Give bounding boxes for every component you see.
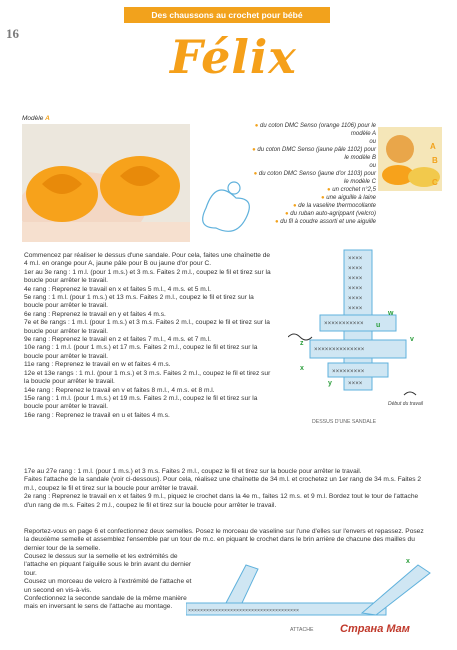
section-banner: Des chaussons au crochet pour bébé — [124, 7, 330, 23]
diagram-letter-u: u — [376, 322, 381, 329]
svg-text:××××××××××××××××××××××××××××××: ××××××××××××××××××××××××××××××××××××× — [188, 608, 300, 614]
instruction-row: 16e rang : Reprenez le travail en u et faites 4 m.s. — [24, 411, 170, 419]
model-label-prefix: Modèle — [22, 115, 44, 122]
booties-photo — [22, 124, 190, 242]
thumb-letter-a: A — [430, 142, 436, 151]
instruction-row: 10e rang : 1 m.l. (pour 1 m.s.) et 17 m.s. Faites 2 m.l., coupez le fil et tirez sur la boucle pour arrêter le travail. — [24, 344, 258, 360]
material-item: ou — [369, 163, 376, 169]
assembly-block — [24, 528, 424, 553]
svg-text:××××: ×××× — [348, 275, 363, 282]
materials-list — [250, 122, 376, 226]
page-number: 16 — [6, 26, 19, 41]
final-steps-block — [24, 553, 194, 612]
instruction-row: Cousez le dessus sur la semelle et les extrémités de l'attache en piquant l'aiguille sous le brin avant du dernier tour. — [24, 553, 192, 577]
instruction-row: 14e rang : Reprenez le travail en v et faites 8 m.l., 4 m.s. et 8 m.l. — [24, 386, 215, 394]
svg-text:××××: ×××× — [348, 265, 363, 272]
instruction-row: Cousez un morceau de velcro à l'extrémité de l'attache et un second en vis-à-vis. — [24, 578, 192, 594]
instruction-row: 17e au 27e rang : 1 m.l. (pour 1 m.s.) et 3 m.s. Faites 2 m.l., coupez le fil et tirez sur la boucle pour arrêter le travail. — [24, 468, 362, 475]
strap-letter-x: x — [406, 558, 410, 565]
instruction-row: 15e rang : 1 m.l. (pour 1 m.s.) et 19 m.s. Faites 2 m.l., coupez le fil et tirez sur la boucle pour arrêter le travail. — [24, 394, 258, 411]
material-item: ● un crochet n°2,5 — [326, 187, 376, 193]
diagram-letter-v: v — [410, 336, 414, 343]
instructions-block — [24, 252, 274, 420]
diagram-letter-w: w — [388, 310, 394, 317]
material-item: ● du coton DMC Senso (orange 1106) pour le modèle A — [254, 123, 376, 137]
material-item: ● du coton DMC Senso (jaune d'or 1103) pour le modèle C — [253, 171, 376, 185]
strap-caption: ATTACHE — [290, 627, 314, 633]
model-label-letter: A — [45, 115, 50, 122]
diagram-letter-x: x — [300, 365, 304, 372]
svg-text:××××: ×××× — [348, 285, 363, 292]
instruction-row: Faites l'attache de la sandale (voir ci-dessous). Pour cela, réalisez une chaînette de 34 m.l. et crochetez un 1er rang de 34 m.s. Faites 2 m.l., coupez le fil et tirez sur la boucle pour arrêter le travail. — [24, 476, 422, 492]
finishing-block — [24, 468, 424, 510]
instruction-row: 12e et 13e rangs : 1 m.l. (pour 1 m.s.) et 3 m.s. Faites 2 m.l., coupez le fil et tirez sur la boucle pour arrêter le travail. — [24, 369, 271, 386]
material-item: ou — [369, 139, 376, 145]
svg-text:×××××××××××: ××××××××××× — [324, 320, 364, 327]
svg-text:×××××××××: ××××××××× — [332, 368, 365, 375]
instruction-row: 4e rang : Reprenez le travail en x et faites 5 m.l., 4 m.s. et 5 m.l. — [24, 285, 211, 293]
instruction-row: 1er au 3e rang : 1 m.l. (pour 1 m.s.) et 3 m.s. Faites 2 m.l., coupez le fil et tirez sur la boucle pour arrêter le travail. — [24, 268, 271, 285]
assembly-paragraph: Reportez-vous en page 6 et confectionnez deux semelles. Posez le morceau de vaseline sur l'une d'elles sur l'envers et repassez. Posez la deuxième semelle et assemblez l'ensemble par un tour de m.c. en piquant le crochet dans le brin arrière de chacune des mailles du dernier tour de la semelle. — [24, 528, 424, 552]
instruction-row: 9e rang : Reprenez le travail en z et faites 7 m.l., 4 m.s. et 7 m.l. — [24, 336, 211, 344]
instruction-intro: Commencez par réaliser le dessus d'une sandale. Pour cela, faites une chaînette de 4 m.l. en orange pour A, jaune pâle pour B ou jaune d'or pour C. — [24, 252, 271, 268]
instruction-row: 2e rang : Reprenez le travail en x et faites 9 m.l., piquez le crochet dans la 4e m., faites 12 m.s. et 9 m.l. Bordez tout le tour de l'attache d'un rang de m.s. Faites 2 m.l., coupez le fil et tirez sur la boucle pour arrêter le travail. — [24, 493, 419, 509]
material-item: ● une aiguille à laine — [320, 195, 376, 201]
instruction-row: 7e et 8e rangs : 1 m.l. (pour 1 m.s.) et 3 m.s. Faites 2 m.l., coupez le fil et tirez sur la boucle pour arrêter le travail. — [24, 319, 270, 335]
watermark-logo: Страна Мам — [340, 623, 410, 635]
svg-text:××××: ×××× — [348, 255, 363, 262]
material-item: ● de la vaseline thermocollante — [292, 203, 376, 209]
diagram-letter-z: z — [300, 340, 304, 347]
thumb-letter-b: B — [432, 156, 438, 165]
svg-text:××××××××××××××: ×××××××××××××× — [314, 346, 365, 353]
start-label: Début du travail — [388, 401, 424, 407]
instruction-row: 11e rang : Reprenez le travail en w et faites 4 m.s. — [24, 361, 171, 369]
sandal-top-diagram — [288, 245, 428, 455]
svg-text:××××: ×××× — [348, 295, 363, 302]
svg-text:××××: ×××× — [348, 380, 363, 387]
svg-text:××××: ×××× — [348, 305, 363, 312]
diagram-letter-y: y — [328, 380, 332, 387]
page-title: Félix — [170, 30, 297, 84]
instruction-row: Confectionnez la seconde sandale de la même manière mais en inversant le sens de l'attache au montage. — [24, 595, 187, 611]
material-item: ● du coton DMC Senso (jaune pâle 1102) pour le modèle B — [252, 147, 376, 161]
sheep-illustration-icon — [196, 168, 256, 238]
sandal-caption: DESSUS D'UNE SANDALE — [312, 419, 377, 425]
instruction-row: 6e rang : Reprenez le travail en y et faites 4 m.s. — [24, 310, 166, 318]
instruction-row: 5e rang : 1 m.l. (pour 1 m.s.) et 13 m.s. Faites 2 m.l., coupez le fil et tirez sur la boucle pour arrêter le travail. — [24, 294, 254, 310]
model-label — [22, 115, 50, 122]
material-item: ● du ruban auto-agrippant (velcro) — [284, 211, 376, 217]
variants-thumbnail — [378, 127, 442, 191]
material-item: ● du fil à coudre assorti et une aiguille — [274, 219, 376, 225]
thumb-letter-c: C — [432, 178, 438, 187]
